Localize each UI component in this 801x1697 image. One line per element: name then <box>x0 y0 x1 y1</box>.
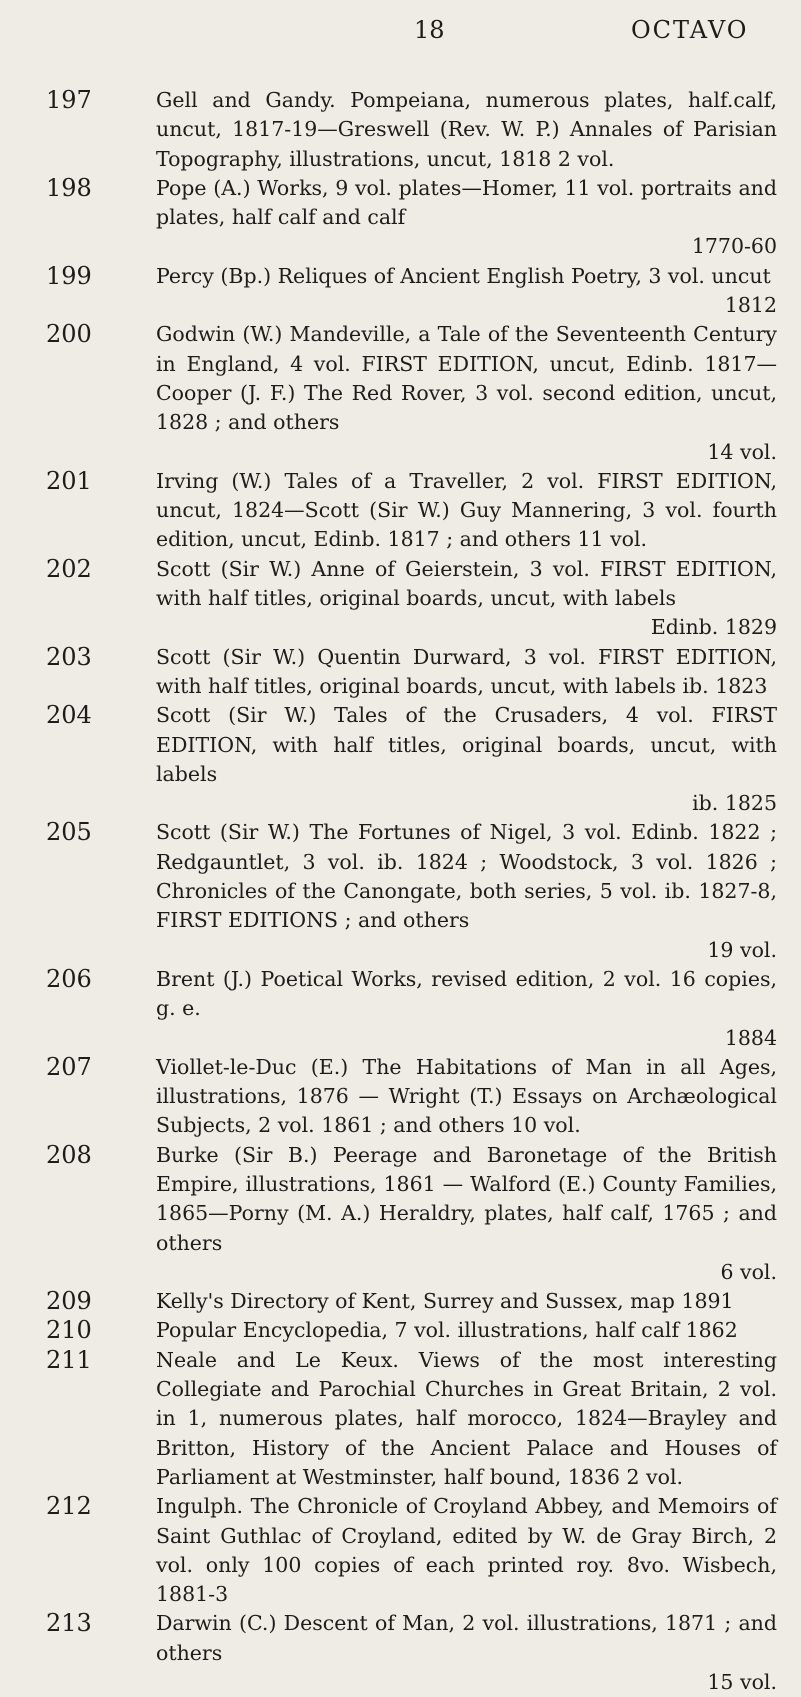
lot-number: 212 <box>46 1492 92 1521</box>
lot-number: 209 <box>46 1287 92 1316</box>
lot-202 <box>0 555 801 643</box>
lot-date: 1812 <box>724 293 777 318</box>
lot-number: 208 <box>46 1140 92 1169</box>
lot-204 <box>0 701 801 818</box>
lot-description: Popular Encyclopedia, 7 vol. illustrations, half calf 1862 <box>156 1318 738 1343</box>
lot-number: 204 <box>46 701 92 730</box>
lot-description: Gell and Gandy. Pompeiana, numerous plates, half.calf, uncut, 1817-19—Greswell (Rev. W. P.) Annales of Parisian Topography, illustrations, uncut, 1818 2 vol. <box>156 88 777 171</box>
lot-209 <box>0 1287 801 1316</box>
lot-201 <box>0 467 801 555</box>
lot-description: Ingulph. The Chronicle of Croyland Abbey, and Memoirs of Saint Guthlac of Croyland, edited by W. de Gray Birch, 2 vol. only 100 copies of each printed roy. 8vo. Wisbech, 1881-3 <box>156 1494 777 1607</box>
lot-211 <box>0 1346 801 1492</box>
lot-number: 213 <box>46 1609 92 1638</box>
lot-description: Kelly's Directory of Kent, Surrey and Sussex, map 1891 <box>156 1289 734 1314</box>
lot-date: 1884 <box>724 1025 777 1050</box>
catalogue-list <box>0 86 801 1697</box>
lot-date: 14 vol. <box>707 439 777 464</box>
page-number: 18 <box>414 16 445 44</box>
lot-description: Godwin (W.) Mandeville, a Tale of the Seventeenth Century in England, 4 vol. FIRST EDITION, uncut, Edinb. 1817—Cooper (J. F.) The Red Rover, 3 vol. second edition, uncut, 1828 ; and others <box>156 322 777 435</box>
lot-description: Darwin (C.) Descent of Man, 2 vol. illustrations, 1871 ; and others <box>156 1611 777 1665</box>
lot-description: Neale and Le Keux. Views of the most interesting Collegiate and Parochial Churches in Great Britain, 2 vol. in 1, numerous plates, half morocco, 1824—Brayley and Britton, History of the Ancient Palace and Houses of Parliament at Westminster, half bound, 1836 2 vol. <box>156 1347 777 1489</box>
lot-number: 201 <box>46 466 92 495</box>
lot-date: 19 vol. <box>707 937 777 962</box>
lot-205 <box>0 818 801 964</box>
lot-description: Irving (W.) Tales of a Traveller, 2 vol. FIRST EDITION, uncut, 1824—Scott (Sir W.) Guy Mannering, 3 vol. fourth edition, uncut, Edinb. 1817 ; and others 11 vol. <box>156 468 777 552</box>
lot-197 <box>0 86 801 174</box>
lot-number: 200 <box>46 320 92 349</box>
lot-date: 6 vol. <box>720 1259 777 1284</box>
lot-description: Scott (Sir W.) Tales of the Crusaders, 4 vol. FIRST EDITION, with half titles, original boards, uncut, with labels <box>156 703 777 786</box>
lot-description: Scott (Sir W.) The Fortunes of Nigel, 3 vol. Edinb. 1822 ; Redgauntlet, 3 vol. ib. 1824 ; Woodstock, 3 vol. 1826 ; Chronicles of the Canongate, both series, 5 vol. ib. 1827-8, FIRST EDITIONS ; and others <box>156 820 777 933</box>
lot-date: ib. 1825 <box>692 791 777 816</box>
lot-207 <box>0 1053 801 1141</box>
lot-212 <box>0 1492 801 1609</box>
lot-number: 206 <box>46 964 92 993</box>
lot-description: Burke (Sir B.) Peerage and Baronetage of the British Empire, illustrations, 1861 — Walford (E.) County Families, 1865—Porny (M. A.) Heraldry, plates, half calf, 1765 ; and others <box>156 1142 777 1255</box>
lot-203 <box>0 643 801 702</box>
lot-number: 210 <box>46 1316 92 1345</box>
lot-number: 199 <box>46 261 92 290</box>
lot-date: Edinb. 1829 <box>650 615 777 640</box>
lot-210 <box>0 1316 801 1345</box>
lot-206 <box>0 965 801 1053</box>
lot-description: Scott (Sir W.) Anne of Geierstein, 3 vol. FIRST EDITION, with half titles, original boards, uncut, with labels <box>156 556 777 611</box>
lot-description: Percy (Bp.) Reliques of Ancient English Poetry, 3 vol. uncut <box>156 263 771 288</box>
lot-number: 211 <box>46 1345 92 1374</box>
lot-208 <box>0 1141 801 1287</box>
lot-description: Brent (J.) Poetical Works, revised edition, 2 vol. 16 copies, g. e. <box>156 966 777 1021</box>
lot-date: 15 vol. <box>707 1670 777 1695</box>
lot-number: 197 <box>46 86 92 114</box>
lot-number: 207 <box>46 1052 92 1081</box>
page-header <box>0 16 801 56</box>
lot-description: Pope (A.) Works, 9 vol. plates—Homer, 11 vol. portraits and plates, half calf and calf <box>156 175 777 230</box>
lot-number: 205 <box>46 818 92 847</box>
lot-description: Scott (Sir W.) Quentin Durward, 3 vol. FIRST EDITION, with half titles, original boards, uncut, with labels ib. 1823 <box>156 644 777 698</box>
section-title: OCTAVO <box>631 16 749 44</box>
lot-200 <box>0 320 801 466</box>
lot-date: 1770-60 <box>691 234 777 259</box>
lot-number: 202 <box>46 554 92 583</box>
lot-number: 198 <box>46 173 92 202</box>
lot-199 <box>0 262 801 321</box>
lot-number: 203 <box>46 642 92 671</box>
lot-213 <box>0 1609 801 1697</box>
lot-198 <box>0 174 801 262</box>
lot-description: Viollet-le-Duc (E.) The Habitations of Man in all Ages, illustrations, 1876 — Wright (T.) Essays on Archæological Subjects, 2 vol. 1861 ; and others 10 vol. <box>156 1054 777 1138</box>
